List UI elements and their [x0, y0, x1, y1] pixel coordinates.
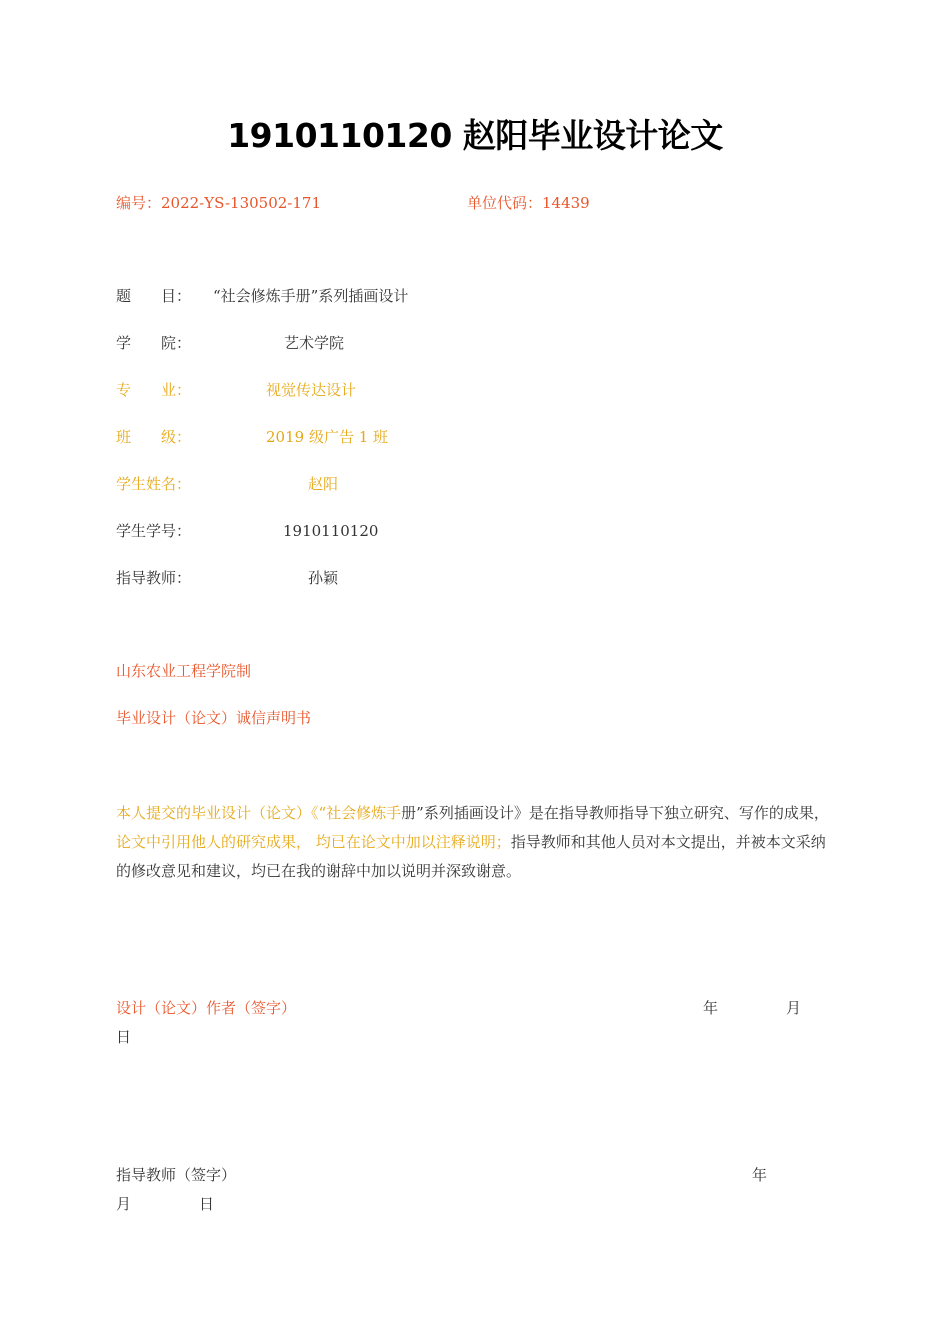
- serial-number: 编号：2022-YS-130502-171: [116, 194, 321, 212]
- field-label-major: 专 业：: [116, 381, 192, 399]
- institution-line: 山东农业工程学院制: [116, 662, 252, 680]
- unit-code: 单位代码：14439: [467, 194, 590, 212]
- document-title: 1910110120 赵阳毕业设计论文: [227, 116, 723, 155]
- advisor-sign-month: 月: [116, 1195, 132, 1213]
- author-sign-day: 日: [116, 1028, 132, 1046]
- field-label-student-id: 学生学号：: [116, 522, 192, 540]
- field-label-class: 班 级：: [116, 428, 192, 446]
- field-value-college: 艺术学院: [284, 334, 345, 352]
- field-value-topic: “社会修炼手册”系列插画设计: [213, 287, 409, 305]
- field-label-college: 学 院：: [116, 334, 192, 352]
- author-signature-label: 设计（论文）作者（签字）: [116, 999, 297, 1017]
- field-label-topic: 题 目：: [116, 287, 192, 305]
- declaration-heading: 毕业设计（论文）诚信声明书: [116, 709, 312, 727]
- declaration-part-1: 本人提交的毕业设计（论文）《“社会修炼手: [116, 804, 402, 822]
- declaration-part-2: 册”系列插画设计》是在指导教师指导下独立研究、写作的成果，: [401, 804, 829, 822]
- declaration-part-3: 论文中引用他人的研究成果， 均已在论文中加以注释说明；: [116, 833, 511, 851]
- author-sign-month: 月: [786, 999, 802, 1017]
- advisor-sign-year: 年: [752, 1166, 768, 1184]
- field-value-major: 视觉传达设计: [266, 381, 357, 399]
- declaration-paragraph: [116, 799, 836, 886]
- declaration-part-4: 指导教师和其他人员对本文提出，并被本文采纳的修改意见和建议，均已在我的谢辞中加以说明并深致谢意。: [116, 833, 826, 880]
- field-value-advisor: 孙颖: [308, 569, 339, 587]
- field-value-class: 2019 级广告 1 班: [266, 428, 389, 446]
- field-label-student-name: 学生姓名：: [116, 475, 192, 493]
- advisor-signature-label: 指导教师（签字）: [116, 1166, 237, 1184]
- field-label-advisor: 指导教师：: [116, 569, 192, 587]
- field-value-student-id: 1910110120: [283, 522, 379, 540]
- field-value-student-name: 赵阳: [308, 475, 339, 493]
- advisor-sign-day: 日: [199, 1195, 215, 1213]
- author-sign-year: 年: [703, 999, 719, 1017]
